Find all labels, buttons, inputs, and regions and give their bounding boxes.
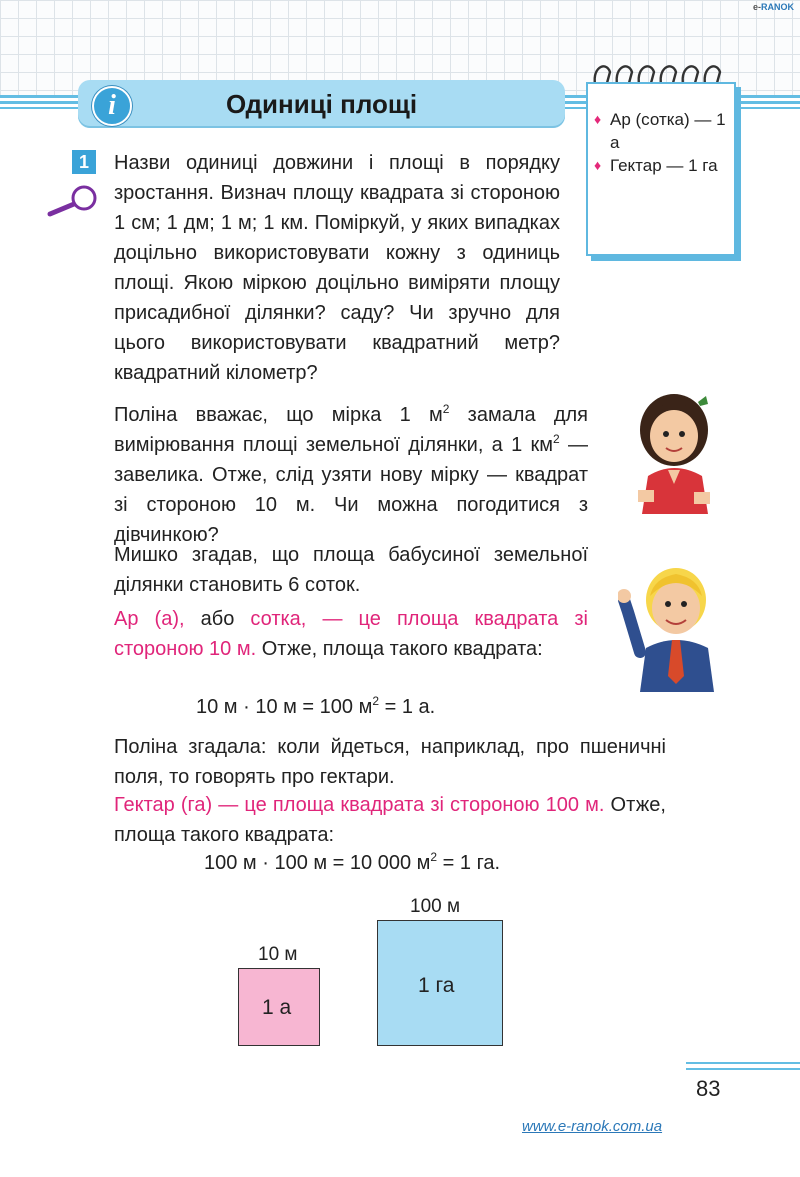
page-number: 83 <box>696 1076 721 1101</box>
note-item: ♦ Гектар — 1 га <box>594 156 718 175</box>
footer-rule <box>686 1062 800 1064</box>
exercise-number: 1 <box>72 150 96 174</box>
magnifier-icon <box>44 184 104 224</box>
big-square-label: 1 га <box>418 974 455 997</box>
definition-ar: Ар (а), або сотка, — це площа квадрата зі стороною 10 м. Отже, площа такого квадрата: <box>114 608 588 660</box>
note-item: ♦ Ар (сотка) — 1 а <box>594 110 726 152</box>
title-bar <box>78 80 565 128</box>
small-square-label: 1 а <box>262 996 292 1019</box>
paragraph: Назви одиниці довжини і площі в порядку зростання. Визнач площу квадрата зі стороною 1 см; 1 дм; 1 м; 1 км. Поміркуй, у яких випадках доцільно використовувати кожну з одиниць площі. Якою міркою доцільно виміряти площу присадибної ділянки? саду? Чи зручно для цього використовувати квадратний метр? квадратний кілометр? <box>114 152 560 384</box>
info-icon: i <box>92 86 132 126</box>
sticky-note <box>586 82 736 256</box>
big-square-side-label: 100 м <box>410 896 461 917</box>
small-square-side-label: 10 м <box>258 944 298 965</box>
publisher-logo: e-RANOK <box>752 2 794 12</box>
girl-illustration <box>632 390 716 514</box>
paragraph: Поліна вважає, що мірка 1 $м^2$ замала для вимірювання площі земельної ділянки, а 1 $км^2$ — завелика. Отже, слід узяти нову мірку — квадрат зі стороною 10 м. Чи можна погодитися з дівчинкою? <box>114 402 588 546</box>
paragraph: Поліна згадала: коли йдеться, наприклад, про пшеничні поля, то говорять про гектари. <box>114 736 666 788</box>
formula-ar: 10 м · 10 м = 100 $м^2 = 1$ а. <box>196 694 436 718</box>
definition-hectare: Гектар (га) — це площа квадрата зі стороною 100 м. Отже, площа такого квадрата: <box>114 794 666 846</box>
paragraph: Мишко згадав, що площа бабусиної земельної ділянки становить 6 соток. <box>114 544 588 596</box>
page-title: Одиниці площі <box>225 89 418 119</box>
footer-rule <box>686 1068 800 1070</box>
formula-hectare: 100 м · 100 м = 10 000 $м^2 = 1$ га. <box>204 850 501 874</box>
website-link[interactable]: www.e-ranok.com.ua <box>522 1118 663 1135</box>
boy-illustration <box>618 556 722 692</box>
